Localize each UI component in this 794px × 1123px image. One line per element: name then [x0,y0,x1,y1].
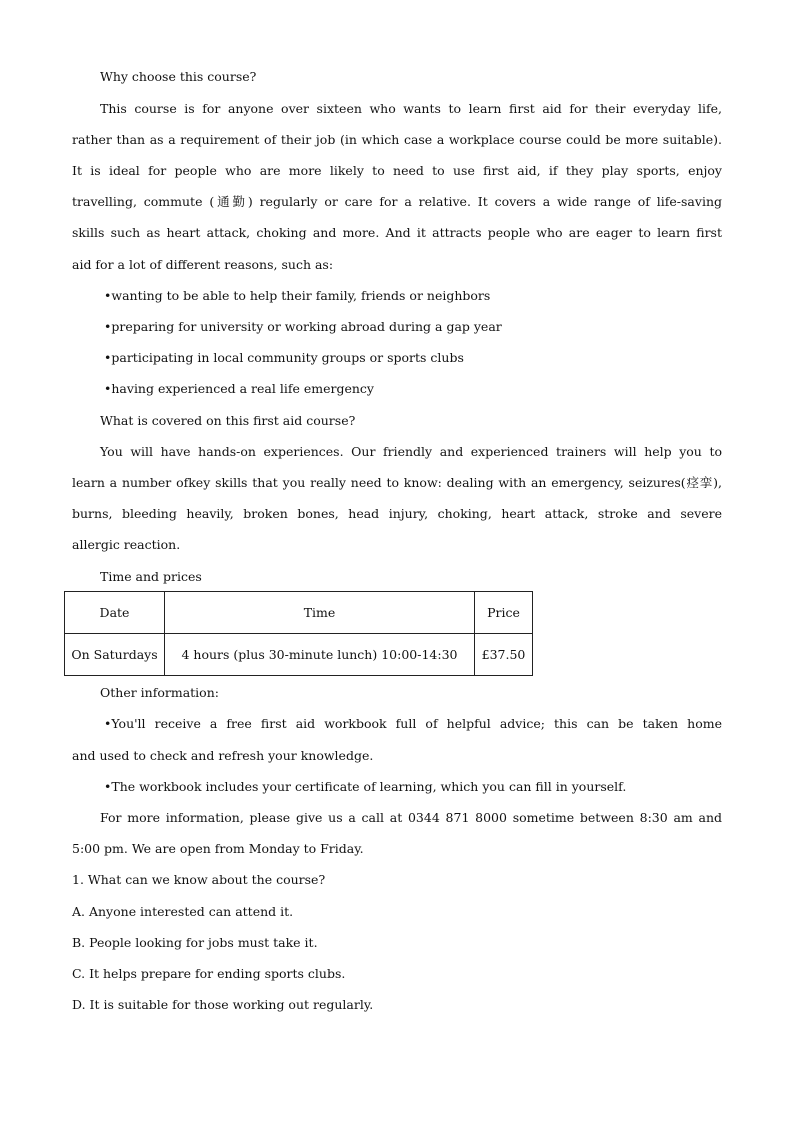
table-header-row [65,592,533,634]
table-cell-price: £37.50 [475,634,533,676]
paragraph-line: rather than as a requirement of their job (in which case a workplace course could be more suitable). [72,132,722,147]
paragraph-line: You will have hands-on experiences. Our friendly and experienced trainers will help you to [100,444,722,459]
answer-option-b: B. People looking for jobs must take it. [72,935,318,950]
question-stem: 1. What can we know about the course? [72,872,326,887]
answer-option-c: C. It helps prepare for ending sports clubs. [72,966,346,981]
table-header-time: Time [165,592,475,634]
bullet-item: •wanting to be able to help their family, friends or neighbors [104,288,491,303]
table-header-date: Date [65,592,165,634]
table-cell-date: On Saturdays [65,634,165,676]
bullet-item: •You'll receive a free first aid workbook full of helpful advice; this can be taken home [104,716,722,731]
contact-line: For more information, please give us a call at 0344 871 8000 sometime between 8:30 am and [100,810,722,825]
paragraph-line: travelling, commute (通勤) regularly or care for a relative. It covers a wide range of life-saving [72,194,722,209]
paragraph-line: This course is for anyone over sixteen who wants to learn first aid for their everyday life, [100,101,722,116]
paragraph-line: allergic reaction. [72,537,181,552]
bullet-item: •participating in local community groups or sports clubs [104,350,464,365]
heading-why: Why choose this course? [100,69,257,84]
heading-other-info: Other information: [100,685,219,700]
contact-line: 5:00 pm. We are open from Monday to Friday. [72,841,364,856]
table-row [65,634,533,676]
paragraph-line: It is ideal for people who are more likely to need to use first aid, if they play sports, enjoy [72,163,722,178]
paragraph-line: and used to check and refresh your knowledge. [72,748,374,763]
table-cell-time: 4 hours (plus 30-minute lunch) 10:00-14:30 [165,634,475,676]
heading-covered: What is covered on this first aid course? [100,413,356,428]
paragraph-line: skills such as heart attack, choking and more. And it attracts people who are eager to learn first [72,225,722,240]
answer-option-a: A. Anyone interested can attend it. [72,904,294,919]
bullet-item: •preparing for university or working abroad during a gap year [104,319,502,334]
heading-time-prices: Time and prices [100,569,202,584]
bullet-item: •The workbook includes your certificate of learning, which you can fill in yourself. [104,779,627,794]
paragraph-line: learn a number ofkey skills that you really need to know: dealing with an emergency, seizures(痉挛), [72,475,722,490]
paragraph-line: aid for a lot of different reasons, such as: [72,257,334,272]
answer-option-d: D. It is suitable for those working out regularly. [72,997,374,1012]
paragraph-line: burns, bleeding heavily, broken bones, head injury, choking, heart attack, stroke and severe [72,506,722,521]
bullet-item: •having experienced a real life emergency [104,381,374,396]
time-price-table [64,591,533,676]
table-header-price: Price [475,592,533,634]
